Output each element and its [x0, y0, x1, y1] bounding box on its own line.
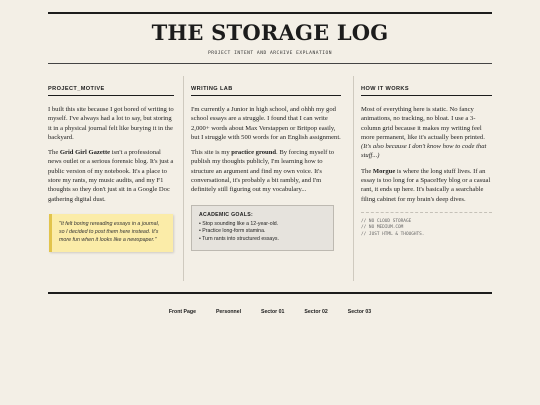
paragraph [361, 105, 492, 161]
page [48, 0, 492, 405]
note-line: // NO MEDIUM.COM [361, 225, 404, 231]
site-title: THE STORAGE LOG [151, 20, 389, 45]
column-heading: HOW IT WORKS [361, 86, 492, 96]
publication-name: Grid Girl Gazette [59, 149, 111, 157]
nav-link-personnel[interactable]: Personnel [215, 309, 242, 315]
text: The [48, 149, 60, 157]
nav-link-sector-01[interactable]: Sector 01 [261, 309, 285, 315]
paragraph: I'm currently a Junior in high school, and ohhh my god school essays are a struggle. I found that I can write 2,000+ words about Max Verstappen or Britpop easily, but I struggle with 500 words for an English assignment. [191, 106, 341, 141]
bottom-rule [48, 292, 492, 294]
tech-notes [361, 212, 492, 238]
goal-item: • Practice long-form stamina. [199, 228, 266, 235]
text: isn't a professional news outlet or a serious forensic blog. It's just a public version of my notebook. It's a place to store my rants, my music audits, and my F1 thoughts so they don't just sit in a Google Doc gathering digital dust. [48, 149, 174, 203]
text: Most of everything here is static. No fancy animations, no tracking, no bloat. I use a 3-column grid because it makes my writing feel more permanent, like it's actually been printed. [361, 106, 485, 141]
goal-item: • Stop sounding like a 12-year-old. [199, 220, 279, 227]
paragraph [48, 148, 174, 204]
column-heading: PROJECT_MOTIVE [48, 86, 174, 96]
subtitle-rule [48, 63, 492, 64]
column-divider [353, 76, 354, 281]
writing-lab-column [191, 76, 341, 251]
text: is where the long stuff lives. If an essay is too long for a SpaceHey blog or a casual rant, it ends up here. It's basically a searchable filing cabinet for my brain's deep dives. [361, 167, 491, 203]
nav-link-sector-03[interactable]: Sector 03 [347, 309, 372, 315]
paragraph: I built this site because I got bored of writing to myself. I've always had a lot to say, but storing it in a physical journal felt like burying it in the backyard. [48, 106, 174, 141]
goals-heading: ACADEMIC GOALS: [199, 211, 254, 218]
text: This site is my [191, 149, 232, 157]
column-divider [183, 76, 184, 281]
paragraph [361, 167, 492, 204]
aside: (It's also because I don't know how to code that stuff...) [361, 143, 487, 160]
goal-item: • Turn rants into structured essays. [199, 235, 279, 242]
top-rule [48, 12, 492, 14]
how-it-works-column [361, 76, 492, 238]
text: . By forcing myself to publish my thoughts publicly, I'm learning how to structure an argument and find my own voice. It's conversational, it's probably a bit rambly, and I'm definitely still figuring out my vocabulary... [191, 149, 335, 194]
paragraph [191, 148, 341, 194]
morgue-label: Morgue [372, 167, 396, 175]
note-line: // NO CLOUD STORAGE [361, 218, 412, 224]
site-subtitle: PROJECT INTENT AND ARCHIVE EXPLANATION [207, 51, 333, 56]
nav-link-sector-02[interactable]: Sector 02 [304, 309, 328, 315]
note-line: // JUST HTML & THOUGHTS. [361, 231, 425, 237]
project-motive-column [48, 76, 174, 252]
pull-quote: "It felt boring rereading essays in a journal, so I decided to post them here instead. It's more fun when it looks like a newspaper." [49, 214, 173, 252]
nav-link-front-page[interactable]: Front Page [168, 309, 196, 315]
column-heading: WRITING LAB [191, 86, 341, 96]
emphasis: practice ground [231, 149, 277, 157]
goals-list [199, 221, 326, 244]
text: The [361, 167, 373, 175]
academic-goals-box [191, 205, 334, 252]
footer-nav [48, 300, 492, 318]
